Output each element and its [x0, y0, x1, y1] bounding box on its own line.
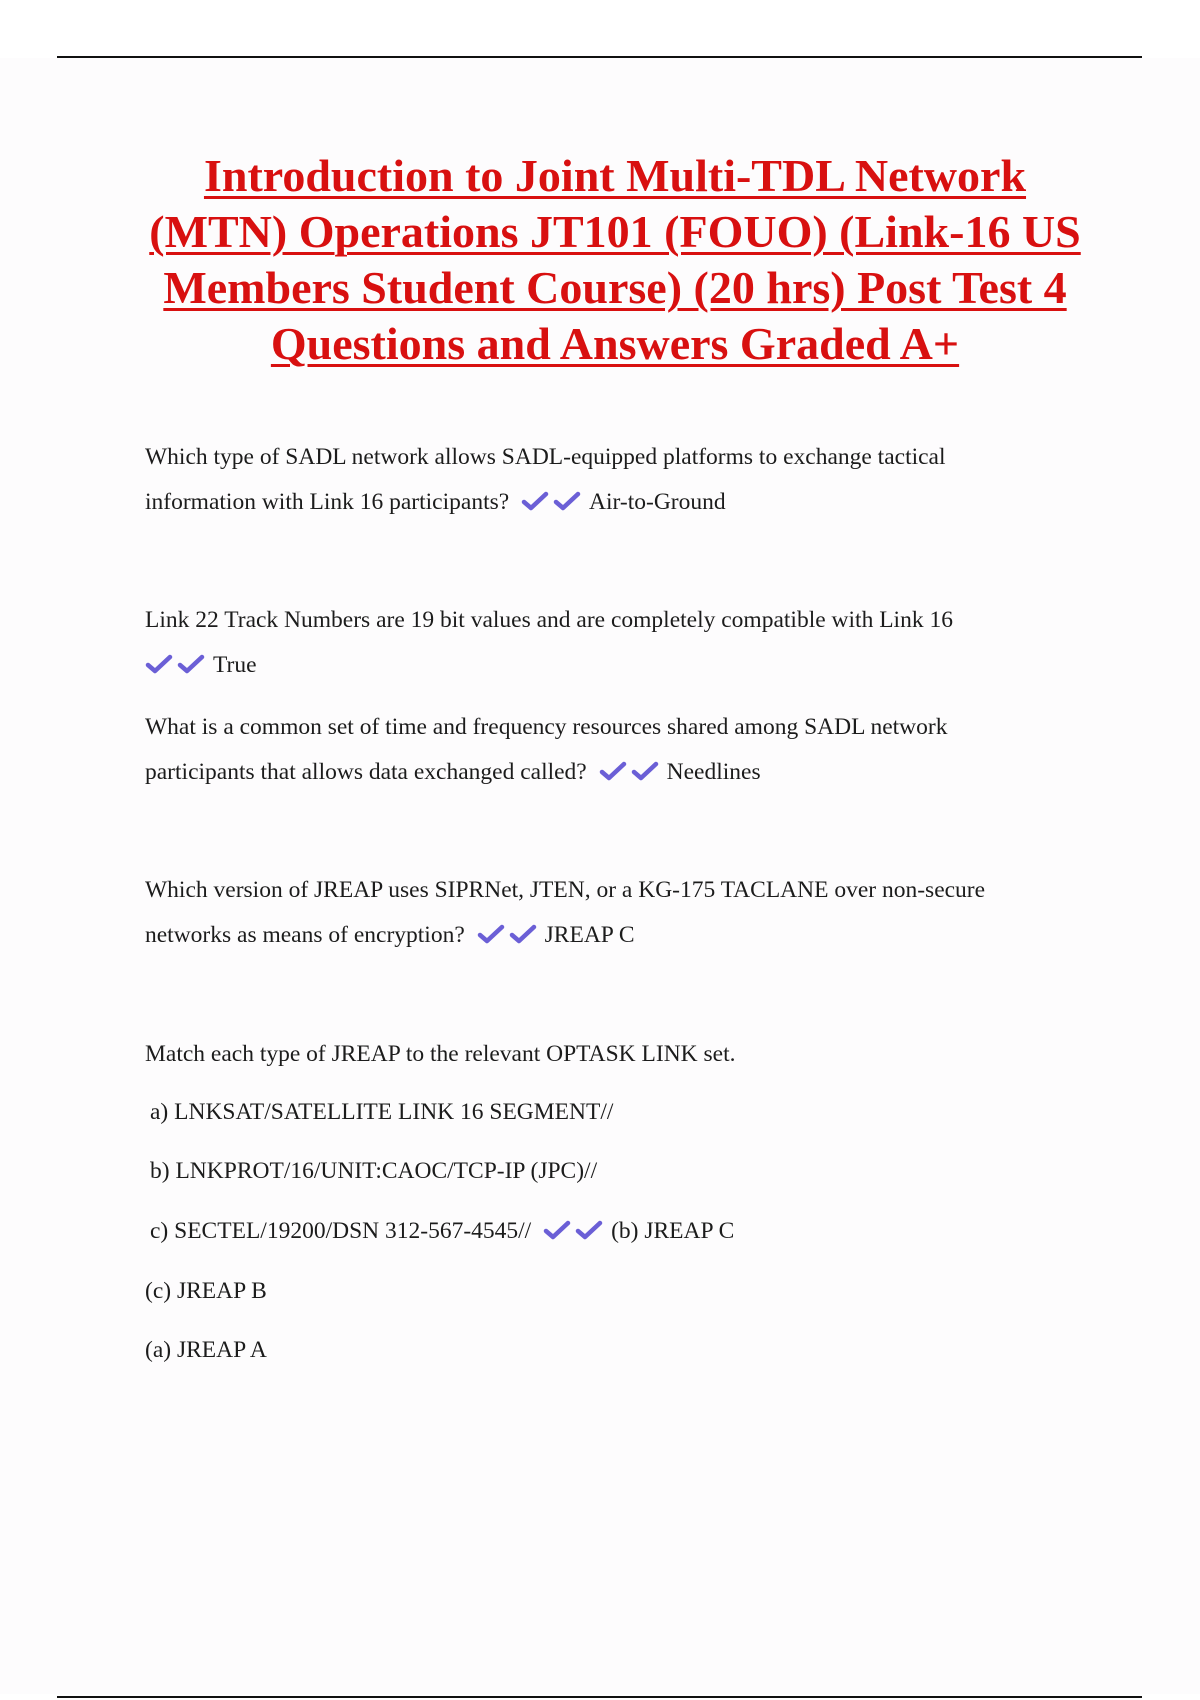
match-answer-b: (c) JREAP B: [145, 1278, 267, 1304]
check-icon: [543, 1219, 571, 1241]
qa-item-4: [145, 868, 1045, 961]
answer-marker: [543, 1219, 607, 1249]
top-rule: [57, 56, 1142, 58]
check-icon: [575, 1219, 603, 1241]
qa-item-1: [145, 435, 1045, 528]
answer-text: Needlines: [666, 759, 761, 785]
answer-marker: [477, 916, 541, 961]
check-icon: [521, 490, 549, 512]
answer-marker: [145, 646, 209, 691]
check-icon: [177, 653, 205, 675]
check-icon: [145, 653, 173, 675]
match-option-b: b) LNKPROT/16/UNIT:CAOC/TCP-IP (JPC)//: [150, 1158, 598, 1184]
check-icon: [631, 760, 659, 782]
qa-item-2: [145, 598, 1045, 691]
answer-marker: [521, 483, 585, 528]
match-option-a: a) LNKSAT/SATELLITE LINK 16 SEGMENT//: [150, 1099, 614, 1125]
qa-item-3: [145, 705, 1045, 798]
check-icon: [599, 760, 627, 782]
match-prompt: Match each type of JREAP to the relevant OPTASK LINK set.: [145, 1041, 736, 1067]
document-title: Introduction to Joint Multi-TDL Network (MTN) Operations JT101 (FOUO) (Link-16 US Members Student Course) (20 hrs) Post Test 4 Questions and Answers Graded A+: [149, 150, 1081, 369]
match-answer-a: (a) JREAP A: [145, 1337, 267, 1363]
check-icon: [477, 923, 505, 945]
check-icon: [553, 490, 581, 512]
answer-marker: [599, 753, 663, 798]
match-option-c: [150, 1216, 734, 1249]
question-text: What is a common set of time and frequency resources shared among SADL network participants that allows data exchanged called?: [145, 714, 948, 785]
answer-text: JREAP C: [544, 922, 635, 948]
bottom-rule: [57, 1696, 1142, 1698]
question-text: Link 22 Track Numbers are 19 bit values and are completely compatible with Link 16: [145, 607, 953, 633]
answer-text: True: [213, 652, 257, 678]
question-text: Which version of JREAP uses SIPRNet, JTEN, or a KG-175 TACLANE over non-secure networks as means of encryption?: [145, 877, 986, 948]
option-text: c) SECTEL/19200/DSN 312-567-4545//: [150, 1218, 532, 1244]
answer-text: (b) JREAP C: [611, 1218, 735, 1244]
check-icon: [509, 923, 537, 945]
answer-text: Air-to-Ground: [589, 489, 726, 515]
question-text: Which type of SADL network allows SADL-equipped platforms to exchange tactical information with Link 16 participants?: [145, 444, 946, 515]
